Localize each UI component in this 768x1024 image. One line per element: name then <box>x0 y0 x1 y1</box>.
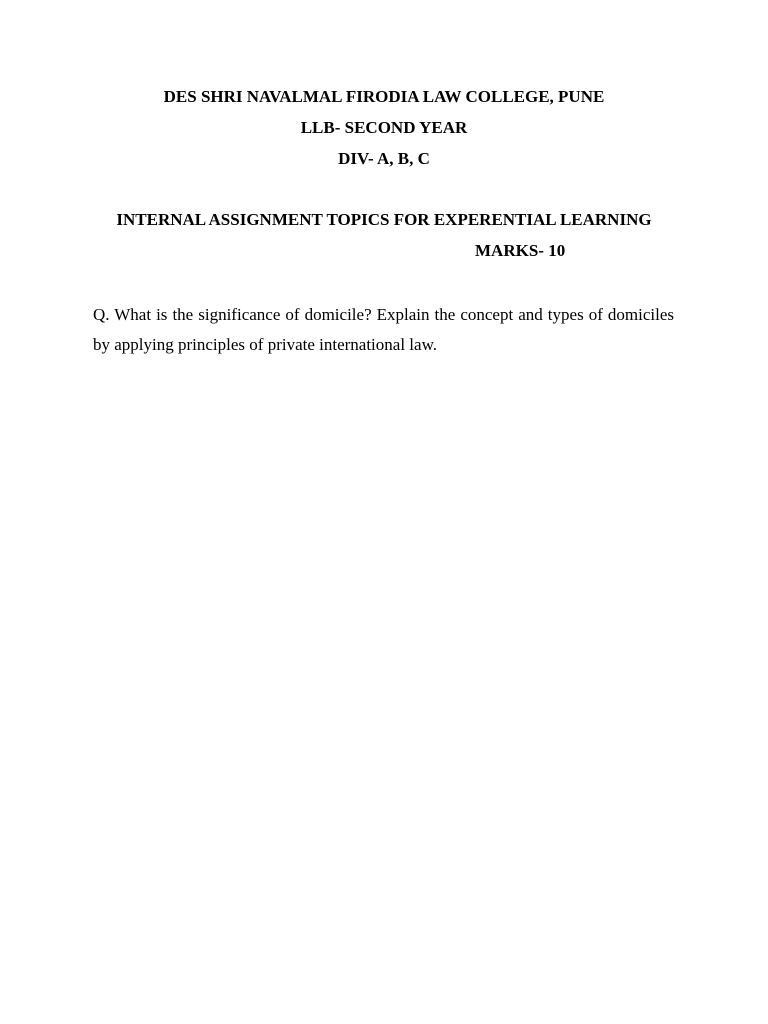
assignment-heading: INTERNAL ASSIGNMENT TOPICS FOR EXPERENTIAL LEARNING <box>116 210 652 229</box>
question-text: Q. What is the significance of domicile? Explain the concept and types of domiciles by applying principles of private international law. <box>93 305 674 354</box>
division-line: DIV- A, B, C <box>338 149 430 168</box>
course-line: LLB- SECOND YEAR <box>300 118 468 137</box>
marks-line: MARKS- 10 <box>475 241 566 260</box>
college-title: DES SHRI NAVALMAL FIRODIA LAW COLLEGE, PUNE <box>163 87 605 106</box>
